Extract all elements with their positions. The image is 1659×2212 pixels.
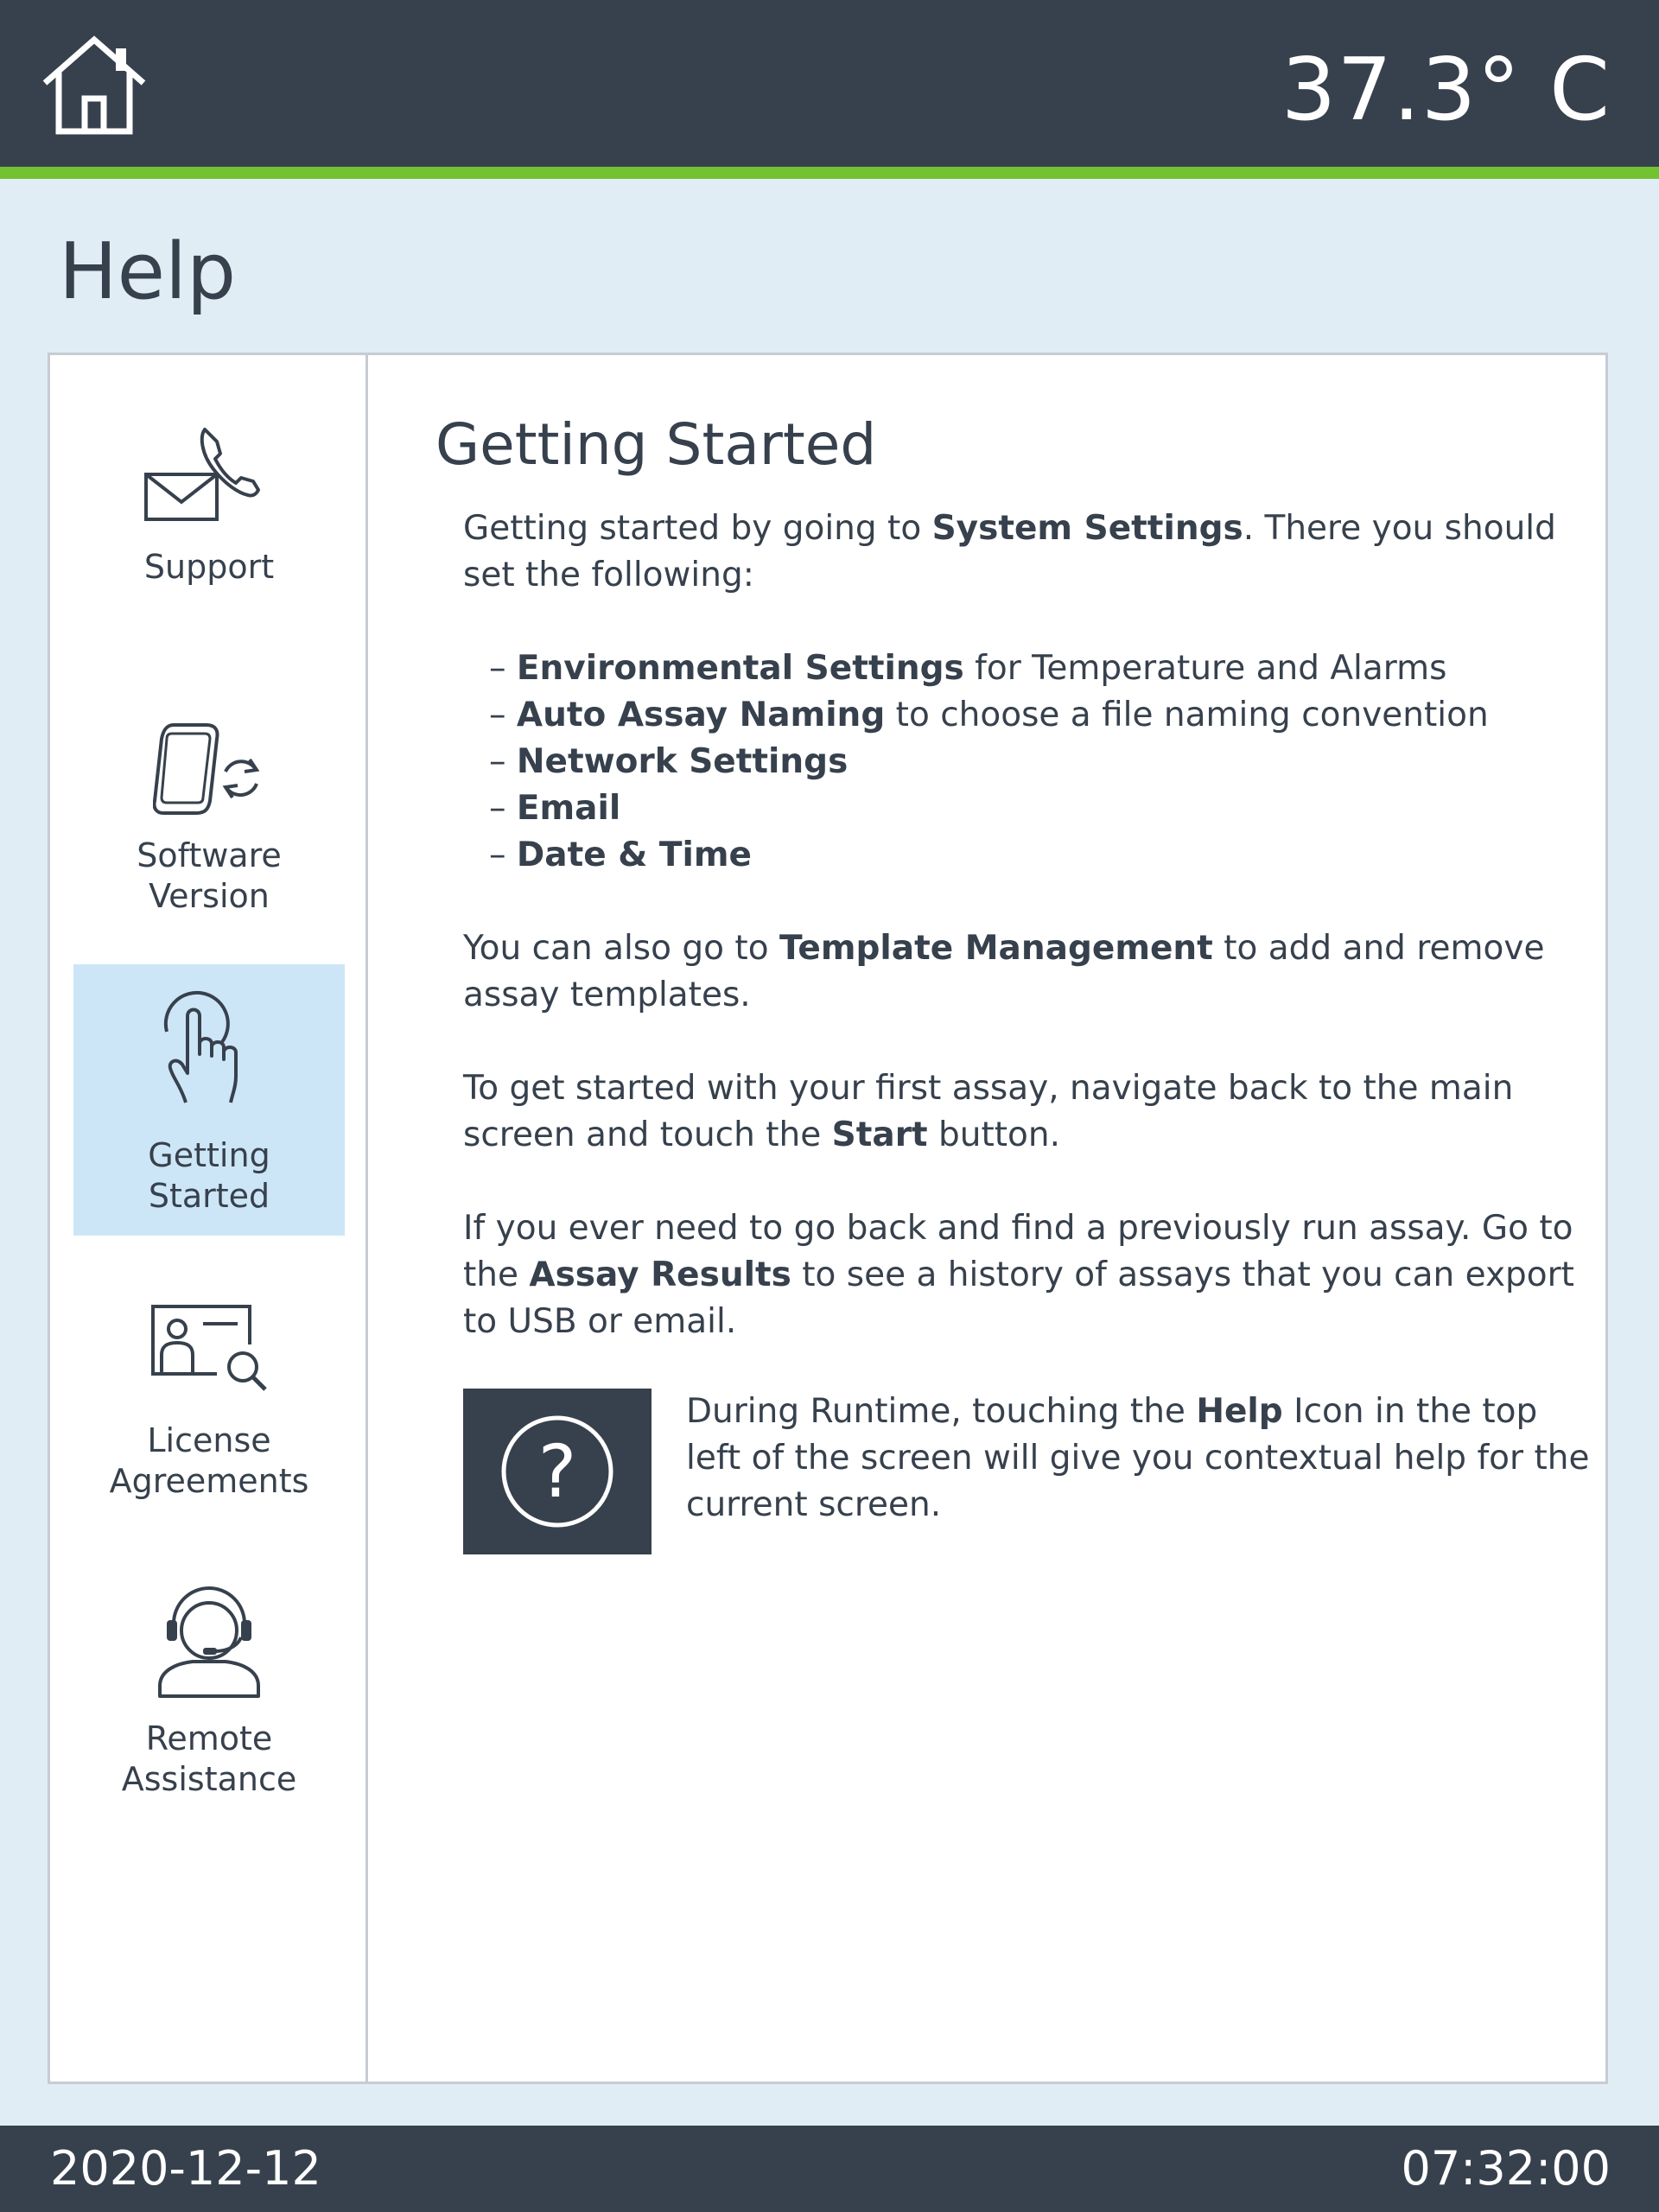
sidebar-item-label: Remote Assistance	[121, 1719, 297, 1798]
svg-text:?: ?	[537, 1429, 577, 1514]
headset-person-icon	[155, 1580, 264, 1701]
help-sidebar	[50, 355, 368, 2082]
intro-text-rest: . There you should set the following:	[463, 509, 1556, 594]
accent-rule	[0, 167, 1659, 179]
bullet-title: Date & Time	[516, 836, 752, 874]
sidebar-item-label: Getting Started	[148, 1136, 270, 1215]
paragraph-text-rest: to see a history of assays that you can export to USB or email.	[463, 1255, 1574, 1341]
bullet-dash: –	[489, 696, 517, 734]
paragraph-text: If you ever need to go back and find a previously run assay. Go to the	[463, 1209, 1573, 1294]
temperature-readout: 37.3° C	[1281, 39, 1611, 140]
sidebar-item-getting-started[interactable]	[73, 964, 345, 1236]
page-title: Help	[59, 226, 237, 317]
start-label: Start	[831, 1116, 928, 1154]
id-card-search-icon	[149, 1301, 270, 1396]
touch-hand-icon	[153, 990, 265, 1111]
note-text: During Runtime, touching the	[686, 1392, 1197, 1431]
bullet-dash: –	[489, 836, 517, 874]
list-item	[489, 832, 1526, 879]
sidebar-item-label: Support	[143, 548, 275, 586]
first-assay-paragraph	[463, 1065, 1586, 1159]
sidebar-item-remote-assistance[interactable]	[73, 1554, 345, 1814]
help-content	[368, 355, 1605, 2082]
paragraph-text-rest: to add and remove assay templates.	[463, 929, 1545, 1014]
help-panel	[48, 353, 1608, 2084]
section-title: Getting Started	[435, 411, 877, 478]
help-label: Help	[1196, 1392, 1283, 1431]
date-readout: 2020-12-12	[50, 2141, 321, 2196]
bullet-text: for Temperature and Alarms	[963, 649, 1447, 688]
assay-results-label: Assay Results	[529, 1255, 791, 1294]
assay-results-paragraph	[463, 1205, 1586, 1345]
device-sync-icon	[153, 718, 265, 822]
home-button[interactable]	[38, 29, 150, 142]
template-management-label: Template Management	[779, 929, 1213, 968]
bullet-title: Network Settings	[516, 742, 849, 781]
envelope-phone-icon	[143, 424, 272, 524]
intro-paragraph	[463, 505, 1586, 599]
status-bar	[0, 2126, 1659, 2212]
help-note	[686, 1389, 1593, 1529]
settings-list	[489, 645, 1526, 879]
sidebar-item-license-agreements[interactable]	[73, 1267, 345, 1526]
paragraph-text: To get started with your first assay, navigate back to the main screen and touch the	[463, 1069, 1514, 1154]
question-circle-icon	[463, 1389, 652, 1554]
list-item	[489, 739, 1526, 785]
bullet-text: to choose a file naming convention	[885, 696, 1489, 734]
sidebar-item-support[interactable]	[73, 398, 345, 614]
sidebar-item-software-version[interactable]	[73, 683, 345, 934]
paragraph-text-rest: button.	[927, 1116, 1061, 1154]
template-paragraph	[463, 925, 1586, 1019]
intro-text: Getting started by going to	[463, 509, 932, 548]
top-bar	[0, 0, 1659, 167]
bullet-dash: –	[489, 742, 517, 781]
paragraph-text: You can also go to	[463, 929, 779, 968]
bullet-title: Auto Assay Naming	[516, 696, 886, 734]
bullet-dash: –	[489, 649, 517, 688]
bullet-dash: –	[489, 789, 517, 828]
note-text-rest: Icon in the top left of the screen will give you contextual help for the current screen.	[686, 1392, 1590, 1524]
bullet-title: Environmental Settings	[516, 649, 964, 688]
home-icon	[38, 29, 150, 142]
list-item	[489, 785, 1526, 832]
list-item	[489, 645, 1526, 692]
time-readout: 07:32:00	[1401, 2141, 1611, 2196]
list-item	[489, 692, 1526, 739]
system-settings-label: System Settings	[931, 509, 1243, 548]
bullet-title: Email	[516, 789, 621, 828]
sidebar-item-label: License Agreements	[109, 1421, 309, 1500]
sidebar-item-label: Software Version	[137, 836, 282, 915]
help-icon-box	[463, 1389, 652, 1554]
